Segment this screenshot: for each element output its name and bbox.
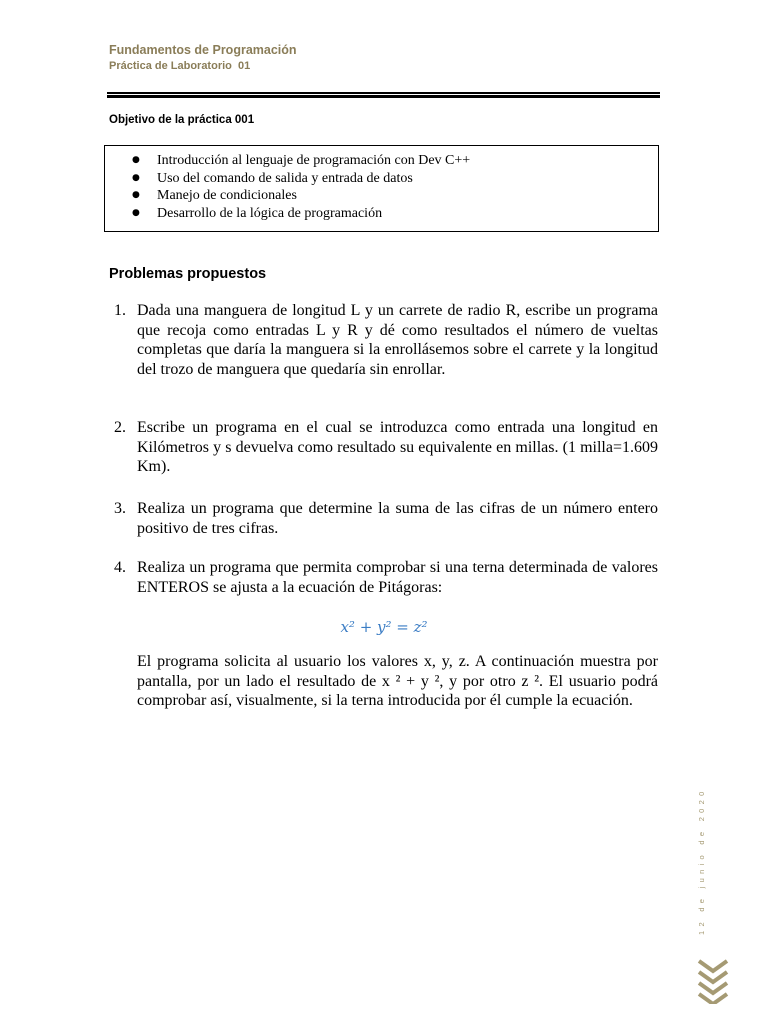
objective-list [105, 152, 658, 222]
problem-4-details: El programa solicita al usuario los valores x, y, z. A continuación muestra por pantalla, por un lado el resultado de x ² + y ², y por otro z ². El usuario podrá comprobar así, visualmente, si la terna introducida por él cumple la ecuación. [137, 653, 658, 709]
pythagoras-equation: x² + y² = z² [340, 618, 428, 636]
bullet-icon: ● [132, 190, 140, 200]
lab-subtitle: Práctica de Laboratorio 01 [109, 60, 251, 72]
bullet-icon: ● [132, 172, 140, 183]
objective-item: ● Introducción al lenguaje de programación con Dev C++ [132, 153, 471, 168]
problem-text: Realiza un programa que permita comprobar si una terna determinada de valores ENTEROS se ajusta a la ecuación de Pitágoras: [137, 559, 658, 596]
objective-item: ● Uso del comando de salida y entrada de datos [132, 170, 413, 186]
header-rule-thick [107, 95, 660, 98]
problem-number: 3. [114, 500, 126, 517]
bullet-icon: ● [132, 207, 140, 218]
side-date: 12 de junio de 2020 [697, 787, 706, 935]
objective-box [104, 145, 659, 232]
problem-item [114, 301, 658, 379]
problem-number: 1. [114, 302, 126, 319]
objective-item: ● Desarrollo de la lógica de programación [132, 205, 383, 221]
problem-text: Dada una manguera de longitud L y un carrete de radio R, escribe un programa que recoja como entradas L y R y dé como resultados el número de vueltas completas que daría la manguera si la enrollásemos sobre el carrete y la longitud del trozo de manguera que quedaría sin enrollar. [137, 302, 658, 378]
chevron-down-icon [696, 958, 730, 1009]
objective-item: ● Manejo de condicionales [132, 188, 297, 203]
header-rule-thin [107, 92, 660, 94]
bullet-icon: ● [132, 155, 140, 165]
problem-number: 4. [114, 559, 126, 576]
objective-heading: Objetivo de la práctica 001 [109, 114, 255, 126]
problem-item [114, 499, 658, 538]
problem-text: Escribe un programa en el cual se introduzca como entrada una longitud en Kilómetros y s devuelva como resultado su equivalente en millas. (1 milla=1.609 Km). [137, 419, 658, 475]
problem-item [114, 558, 658, 597]
problem-item [114, 418, 658, 477]
course-title: Fundamentos de Programación [109, 43, 297, 57]
problems-heading: Problemas propuestos [109, 266, 267, 282]
problem-text: Realiza un programa que determine la suma de las cifras de un número entero positivo de tres cifras. [137, 500, 658, 537]
problem-number: 2. [114, 419, 126, 436]
